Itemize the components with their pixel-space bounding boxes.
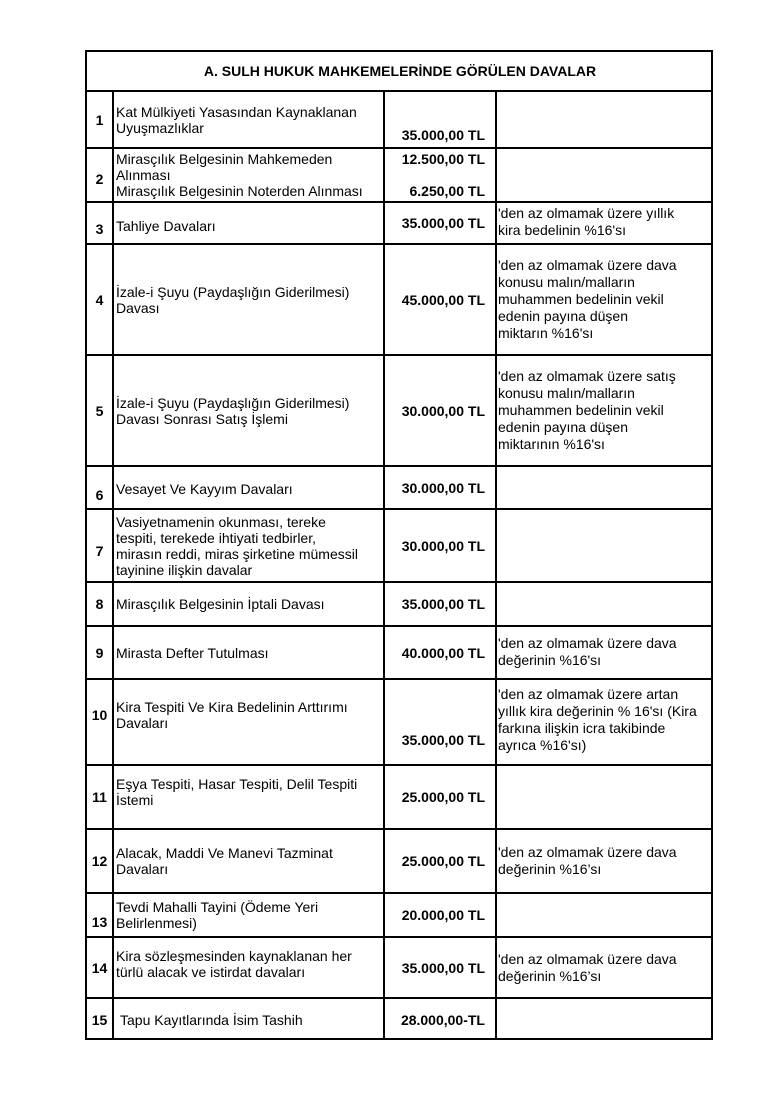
table-row [87,149,713,203]
description-line: Uyuşmazlıklar [116,119,204,136]
description-line: Eşya Tespiti, Hasar Tespiti, Delil Tespiti [116,776,358,792]
description-line: mirasın reddi, miras şirketine mümessil [116,545,358,562]
note-line: miktarının %16'sı [498,436,605,452]
table-row [87,830,713,894]
note-line: konusu malın/malların [498,274,635,290]
description-line: Tapu Kayıtlarında İsim Tashih [120,1011,303,1028]
note-line: 'den az olmamak üzere dava [498,950,677,967]
fee-amount: 35.000,00 TL [385,680,497,764]
description-line: Kira sözleşmesinden kaynaklanan her [116,947,352,964]
table-row [87,245,713,356]
note-line: ayrıca %16'sı) [498,737,587,753]
fee-note [497,680,713,764]
fee-amount: 45.000,00 TL [385,245,497,354]
case-description [114,467,385,508]
description-line: İstemi [116,792,154,808]
fee-note [497,245,713,354]
table-row [87,92,713,149]
table-row [87,938,713,999]
row-number: 4 [87,245,114,354]
row-number: 8 [87,583,114,625]
row-number: 2 [87,149,114,201]
row-number: 5 [87,356,114,465]
note-line: değerinin %16’sı [498,967,602,984]
table-row [87,766,713,830]
fee-note [497,999,713,1040]
note-line: muhammen bedelinin vekil [498,291,664,307]
case-description [114,583,385,625]
description-line: türlü alacak ve istirdat davaları [116,963,306,980]
description-line: Vasiyetnamenin okunması, tereke [116,513,326,530]
table-title: A. SULH HUKUK MAHKEMELERİNDE GÖRÜLEN DAVALAR [87,52,713,92]
description-line: Alacak, Maddi Ve Manevi Tazminat [116,845,333,861]
table-row [87,999,713,1040]
description-line: tayinine ilişkin davalar [116,561,253,578]
fee-table [85,50,713,1040]
case-description [114,830,385,892]
note-line: 'den az olmamak üzere dava [498,257,677,273]
note-line: 'den az olmamak üzere dava [498,844,677,860]
case-description [114,999,385,1040]
table-row [87,510,713,583]
note-line: farkına ilişkin icra takibinde [498,720,666,736]
fee-amount: 30.000,00 TL [385,356,497,465]
fee-amount: 35.000,00 TL [385,203,497,243]
row-number: 6 [87,467,114,508]
row-number: 15 [87,999,114,1040]
description-line: Belirlenmesi) [116,915,197,931]
note-line: yıllık kira değerinin % 16'sı (Kira [498,703,697,719]
case-description [114,766,385,828]
fee-amount: 28.000,00-TL [385,999,497,1040]
fee-note [497,510,713,581]
case-description [114,627,385,678]
fee-amount: 35.000,00 TL [385,92,497,147]
table-row [87,627,713,680]
fee-amount-stack [385,149,497,201]
description-line: İzale-i Şuyu (Paydaşlığın Giderilmesi) [116,283,350,300]
fee-amount: 30.000,00 TL [385,467,497,508]
description-line: Mirasçılık Belgesinin Noterden Alınması [116,183,363,199]
fee-note [497,583,713,625]
description-line: Mirasçılık Belgesinin İptali Davası [116,596,325,612]
fee-amount: 20.000,00 TL [385,894,497,936]
fee-amount: 25.000,00 TL [385,766,497,828]
row-number: 3 [87,203,114,243]
case-description [114,938,385,997]
description-line: tespiti, terekede ihtiyati tedbirler, [116,529,316,546]
table-row [87,894,713,938]
case-description [114,356,385,465]
case-description [114,680,385,764]
description-line: Tahliye Davaları [116,218,216,234]
case-description [114,245,385,354]
table-row [87,583,713,627]
note-line: konusu malın/malların [498,385,635,401]
fee-amount: 6.250,00 TL [409,183,485,199]
note-line: 'den az olmamak üzere yıllık [498,205,675,221]
note-line: 'den az olmamak üzere dava [498,635,677,651]
note-line: 'den az olmamak üzere artan [498,686,679,702]
note-line: edenin payına düşen [498,419,628,435]
row-number: 14 [87,938,114,997]
fee-note [497,467,713,508]
fee-amount: 30.000,00 TL [385,510,497,581]
fee-note [497,92,713,147]
description-line: Vesayet Ve Kayyım Davaları [116,480,293,497]
note-line: miktarın %16'sı [498,325,594,341]
case-description [114,149,385,201]
fee-note [497,356,713,465]
case-description [114,894,385,936]
fee-note [497,149,713,201]
row-number: 11 [87,766,114,828]
fee-amount: 35.000,00 TL [385,583,497,625]
description-line: Davaları [116,861,169,877]
description-line: Tevdi Mahalli Tayini (Ödeme Yeri [116,899,319,915]
description-line: İzale-i Şuyu (Paydaşlığın Giderilmesi) [116,394,350,411]
row-number: 10 [87,680,114,764]
fee-note [497,894,713,936]
table-row [87,356,713,467]
row-number: 1 [87,92,114,147]
fee-note [497,830,713,892]
row-number: 13 [87,894,114,936]
description-line: Kira Tespiti Ve Kira Bedelinin Arttırımı [116,699,348,715]
note-line: edenin payına düşen [498,308,628,324]
note-line: 'den az olmamak üzere satış [498,368,676,384]
table-row [87,680,713,766]
description-line: Davaları [116,715,169,731]
row-number: 9 [87,627,114,678]
note-line: muhammen bedelinin vekil [498,402,664,418]
row-number: 12 [87,830,114,892]
description-line: Alınması [116,167,171,183]
description-line: Kat Mülkiyeti Yasasından Kaynaklanan [116,103,357,120]
fee-note [497,766,713,828]
note-line: değerinin %16’sı [498,861,602,877]
fee-note [497,203,713,243]
fee-amount: 40.000,00 TL [385,627,497,678]
description-line: Davası [116,299,160,316]
table-row [87,467,713,510]
fee-note [497,938,713,997]
fee-amount: 35.000,00 TL [385,938,497,997]
note-line: değerinin %16'sı [498,652,602,668]
fee-amount: 25.000,00 TL [385,830,497,892]
table-row [87,203,713,245]
description-line: Davası Sonrası Satış İşlemi [116,410,288,427]
note-line: kira bedelinin %16'sı [498,222,626,238]
case-description [114,92,385,147]
description-line: Mirasçılık Belgesinin Mahkemeden [116,151,333,167]
case-description [114,203,385,243]
fee-note [497,627,713,678]
row-number: 7 [87,510,114,581]
case-description [114,510,385,581]
description-line: Mirasta Defter Tutulması [116,644,269,661]
fee-amount: 12.500,00 TL [401,151,485,167]
